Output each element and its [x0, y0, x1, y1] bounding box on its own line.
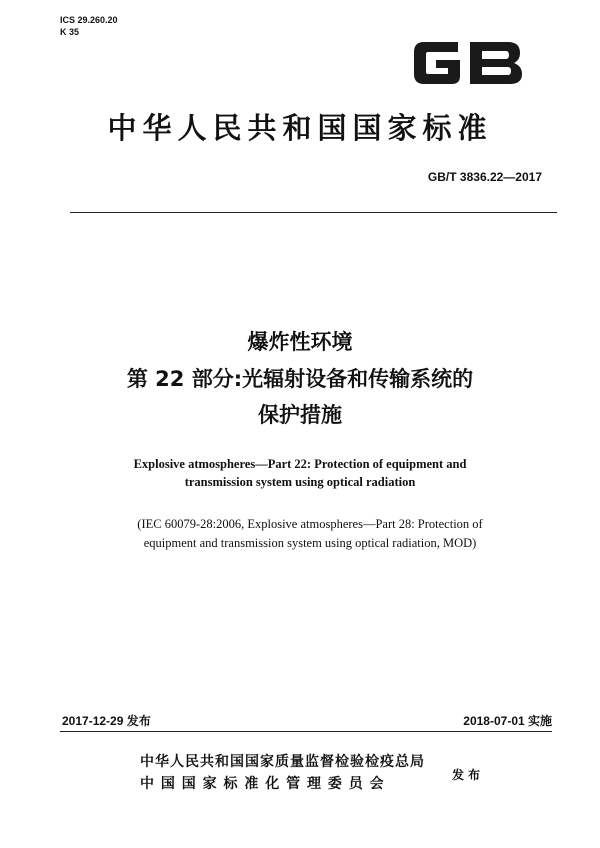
issuer-line-1: 中华人民共和国国家质量监督检验检疫总局 — [140, 754, 425, 770]
iec-reference — [90, 515, 530, 553]
ics-code: ICS 29.260.20 — [60, 15, 118, 25]
implementation-date: 2018-07-01 实施 — [463, 714, 552, 728]
title-en-line-1: Explosive atmospheres—Part 22: Protection of equipment and — [133, 457, 467, 471]
footer-divider — [60, 731, 552, 732]
publish-label: 发布 — [452, 768, 485, 782]
title-en — [60, 455, 540, 491]
issue-date: 2017-12-29 发布 — [62, 714, 151, 728]
iec-reference-line-2: equipment and transmission system using optical radiation, MOD) — [143, 536, 477, 550]
ccs-code: K 35 — [60, 27, 80, 37]
iec-reference-line-1: (IEC 60079-28:2006, Explosive atmospheres—Part 28: Protection of — [137, 517, 483, 531]
gb-logo — [408, 36, 528, 90]
title-cn-line-2: 第 22 部分:光辐射设备和传输系统的 — [126, 367, 474, 391]
header-divider — [70, 212, 557, 213]
issuer-line-2: 中 国 国 家 标 准 化 管 理 委 员 会 — [140, 776, 385, 792]
classification-codes — [60, 14, 118, 38]
title-cn-line-1: 爆炸性环境 — [247, 330, 353, 354]
national-standard-heading: 中华人民共和国国家标准 — [107, 111, 493, 145]
title-en-line-2: transmission system using optical radiation — [184, 475, 416, 489]
standard-number: GB/T 3836.22—2017 — [427, 170, 542, 184]
title-cn-line-3: 保护措施 — [258, 403, 342, 427]
